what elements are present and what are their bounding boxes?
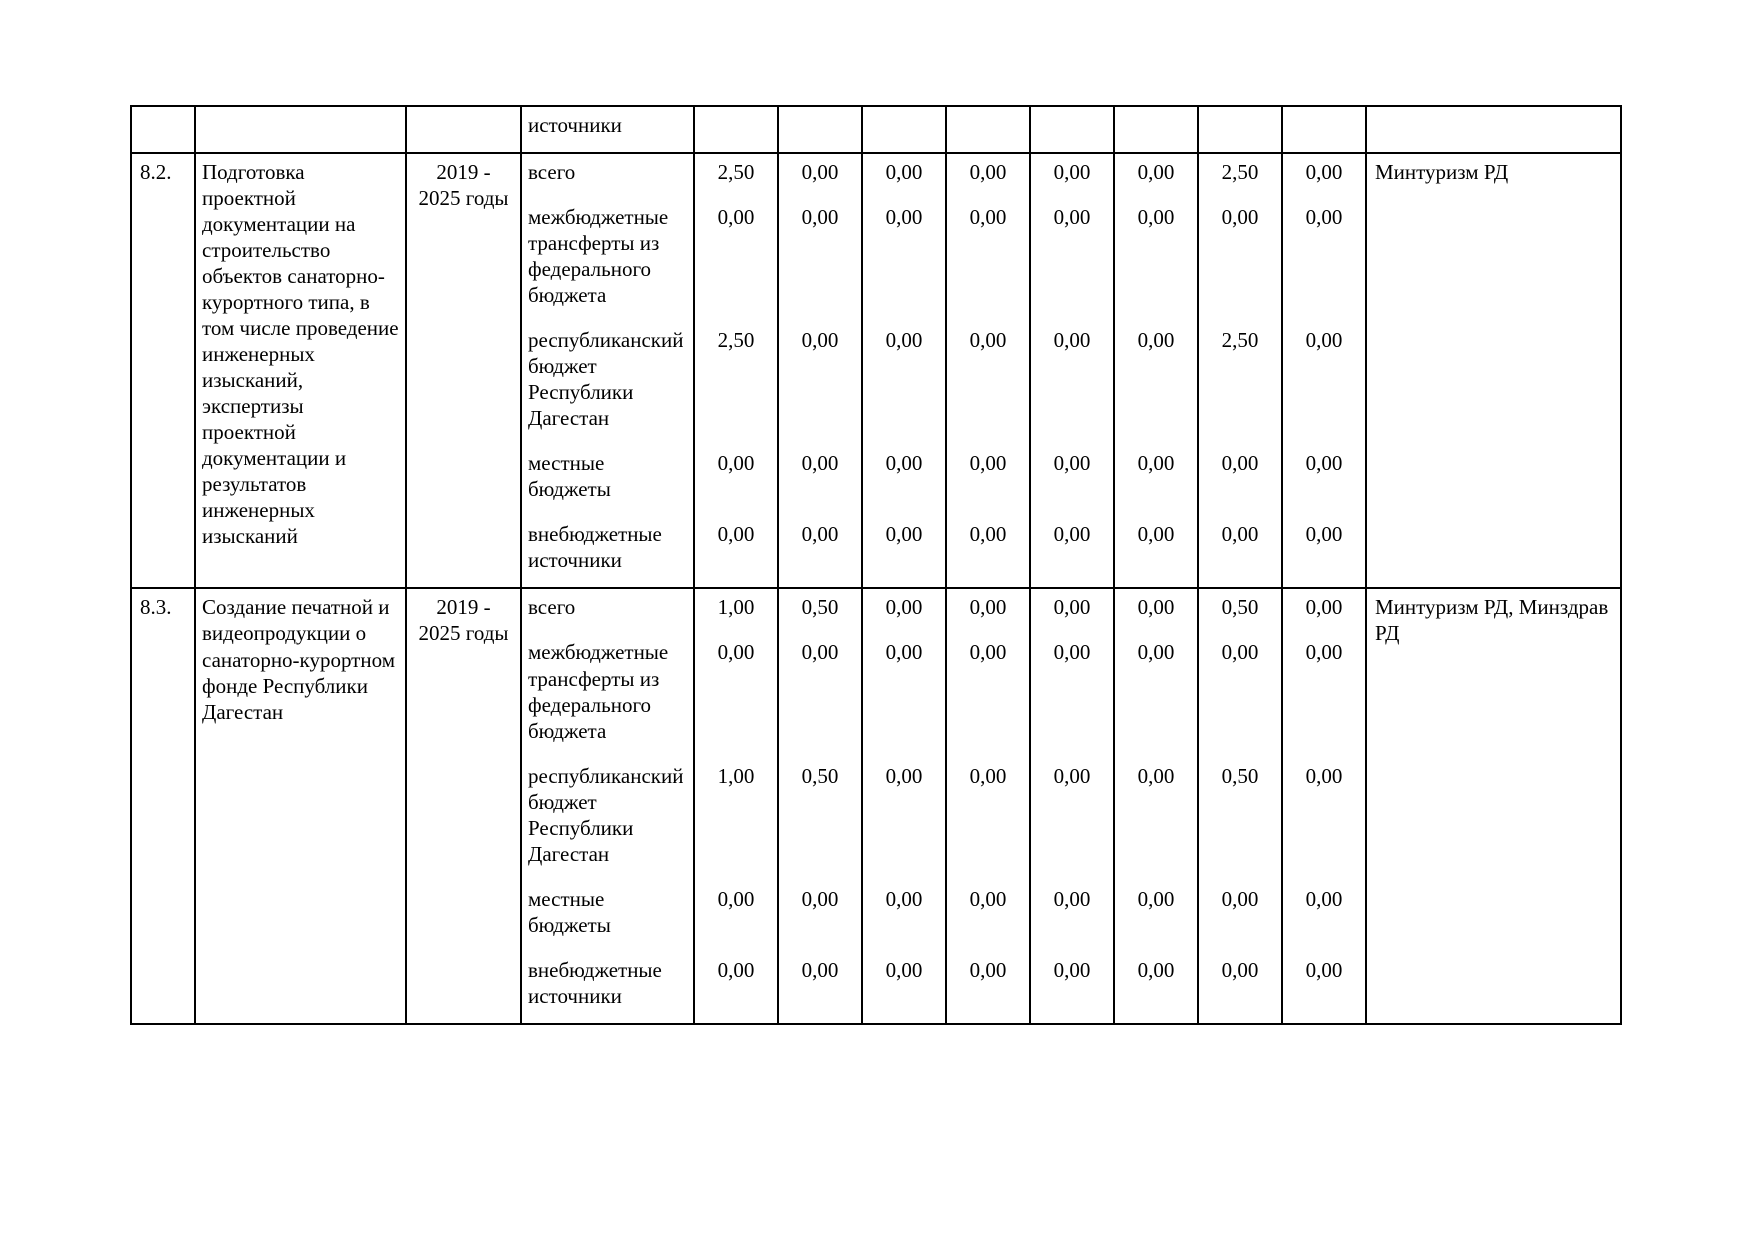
value-cell: 0,00 xyxy=(1199,199,1283,322)
value-cell: 0,00 xyxy=(1031,758,1115,881)
value-cell: 0,00 xyxy=(1283,322,1367,445)
value-cell: 0,00 xyxy=(1115,589,1199,634)
executor: Минтуризм РД, Минздрав РД xyxy=(1367,589,1622,1022)
value-cell: 0,00 xyxy=(1031,199,1115,322)
budget-table xyxy=(130,105,1622,1025)
value-cell: 0,00 xyxy=(1199,881,1283,952)
row-number xyxy=(132,107,196,152)
value-cell xyxy=(1031,107,1115,152)
value-cell: 0,00 xyxy=(695,952,779,1023)
value-cell: 0,50 xyxy=(779,589,863,634)
value-cell: 0,00 xyxy=(1115,445,1199,516)
value-cell: 0,00 xyxy=(1031,445,1115,516)
value-cell: 0,00 xyxy=(695,516,779,587)
value-cell: 0,00 xyxy=(779,516,863,587)
value-cell xyxy=(779,107,863,152)
value-cell: 0,00 xyxy=(1283,516,1367,587)
funding-source-label: межбюджетные трансферты из федерального бюджета xyxy=(522,199,695,322)
value-cell: 0,00 xyxy=(947,758,1031,881)
value-cell: 0,00 xyxy=(863,516,947,587)
value-cell: 0,00 xyxy=(1115,881,1199,952)
value-cell: 0,00 xyxy=(1031,154,1115,199)
value-cell: 0,00 xyxy=(1031,952,1115,1023)
value-cell: 0,00 xyxy=(1031,634,1115,757)
value-cell: 0,00 xyxy=(947,516,1031,587)
value-cell: 0,50 xyxy=(1199,758,1283,881)
funding-source-label: местные бюджеты xyxy=(522,881,695,952)
value-cell: 0,00 xyxy=(695,199,779,322)
funding-source-label: внебюджетные источники xyxy=(522,516,695,587)
value-cell: 0,00 xyxy=(1283,758,1367,881)
period: 2019 - 2025 годы xyxy=(407,154,522,587)
funding-source-label: республиканский бюджет Республики Дагестан xyxy=(522,322,695,445)
executor: Минтуризм РД xyxy=(1367,154,1622,587)
value-cell: 0,00 xyxy=(779,154,863,199)
value-cell xyxy=(1283,107,1367,152)
row-number: 8.3. xyxy=(132,589,196,1022)
value-cell: 0,00 xyxy=(1031,322,1115,445)
value-cell: 0,00 xyxy=(1283,199,1367,322)
funding-source-label: республиканский бюджет Республики Дагестан xyxy=(522,758,695,881)
value-cell: 0,00 xyxy=(1283,881,1367,952)
value-cell: 0,00 xyxy=(863,758,947,881)
activity-name: Подготовка проектной документации на строительство объектов санаторно-курортного типа, в том числе проведение инженерных изысканий, экспертизы проектной документации и результатов инженерных изысканий xyxy=(196,154,407,587)
value-cell: 0,00 xyxy=(947,445,1031,516)
value-cell: 0,00 xyxy=(1115,199,1199,322)
period: 2019 - 2025 годы xyxy=(407,589,522,1022)
value-cell: 0,00 xyxy=(947,589,1031,634)
value-cell: 0,00 xyxy=(863,154,947,199)
table-row xyxy=(132,589,1622,1024)
value-cell xyxy=(1115,107,1199,152)
value-cell: 0,00 xyxy=(1283,634,1367,757)
value-cell: 0,00 xyxy=(1199,445,1283,516)
value-cell: 0,00 xyxy=(1115,516,1199,587)
value-cell: 0,00 xyxy=(779,322,863,445)
funding-source-label: всего xyxy=(522,154,695,199)
value-cell: 2,50 xyxy=(1199,322,1283,445)
activity-name: Создание печатной и видеопродукции о санаторно-курортном фонде Республики Дагестан xyxy=(196,589,407,1022)
value-cell: 0,50 xyxy=(779,758,863,881)
value-cell: 0,00 xyxy=(695,445,779,516)
value-cell: 0,00 xyxy=(863,322,947,445)
value-cell: 0,00 xyxy=(695,881,779,952)
row-number: 8.2. xyxy=(132,154,196,587)
value-cell: 0,00 xyxy=(1283,952,1367,1023)
funding-source-label: межбюджетные трансферты из федерального бюджета xyxy=(522,634,695,757)
value-cell: 0,00 xyxy=(1115,322,1199,445)
value-cell: 2,50 xyxy=(695,322,779,445)
value-cell: 0,00 xyxy=(695,634,779,757)
value-cell: 0,00 xyxy=(863,589,947,634)
value-cell: 0,00 xyxy=(863,952,947,1023)
value-cell: 0,00 xyxy=(1031,516,1115,587)
executor xyxy=(1367,107,1622,152)
activity-name xyxy=(196,107,407,152)
value-cell: 0,00 xyxy=(863,445,947,516)
value-cell xyxy=(947,107,1031,152)
table-row xyxy=(132,154,1622,589)
funding-source-label: внебюджетные источники xyxy=(522,952,695,1023)
value-cell: 0,00 xyxy=(1115,758,1199,881)
value-cell: 0,00 xyxy=(1283,445,1367,516)
value-cell: 0,00 xyxy=(779,199,863,322)
value-cell: 0,00 xyxy=(1031,881,1115,952)
value-cell: 0,00 xyxy=(1115,154,1199,199)
value-cell: 0,00 xyxy=(1283,154,1367,199)
period xyxy=(407,107,522,152)
funding-source-label: местные бюджеты xyxy=(522,445,695,516)
value-cell: 0,00 xyxy=(1199,952,1283,1023)
funding-source-label: всего xyxy=(522,589,695,634)
value-cell: 0,00 xyxy=(947,199,1031,322)
value-cell: 0,00 xyxy=(1199,634,1283,757)
value-cell: 0,00 xyxy=(779,881,863,952)
value-cell: 0,00 xyxy=(1115,952,1199,1023)
value-cell: 0,00 xyxy=(947,881,1031,952)
value-cell xyxy=(695,107,779,152)
value-cell: 1,00 xyxy=(695,589,779,634)
value-cell: 0,00 xyxy=(779,952,863,1023)
table-row-partial xyxy=(132,107,1622,154)
value-cell: 0,00 xyxy=(1031,589,1115,634)
value-cell: 2,50 xyxy=(1199,154,1283,199)
value-cell: 0,50 xyxy=(1199,589,1283,634)
value-cell: 0,00 xyxy=(779,634,863,757)
value-cell: 2,50 xyxy=(695,154,779,199)
value-cell: 0,00 xyxy=(863,199,947,322)
value-cell xyxy=(1199,107,1283,152)
value-cell: 1,00 xyxy=(695,758,779,881)
value-cell: 0,00 xyxy=(947,634,1031,757)
value-cell: 0,00 xyxy=(1115,634,1199,757)
value-cell: 0,00 xyxy=(947,322,1031,445)
value-cell: 0,00 xyxy=(947,952,1031,1023)
value-cell: 0,00 xyxy=(1199,516,1283,587)
value-cell: 0,00 xyxy=(863,634,947,757)
value-cell: 0,00 xyxy=(1283,589,1367,634)
value-cell: 0,00 xyxy=(863,881,947,952)
value-cell: 0,00 xyxy=(947,154,1031,199)
funding-source-label: источники xyxy=(522,107,695,152)
value-cell xyxy=(863,107,947,152)
value-cell: 0,00 xyxy=(779,445,863,516)
